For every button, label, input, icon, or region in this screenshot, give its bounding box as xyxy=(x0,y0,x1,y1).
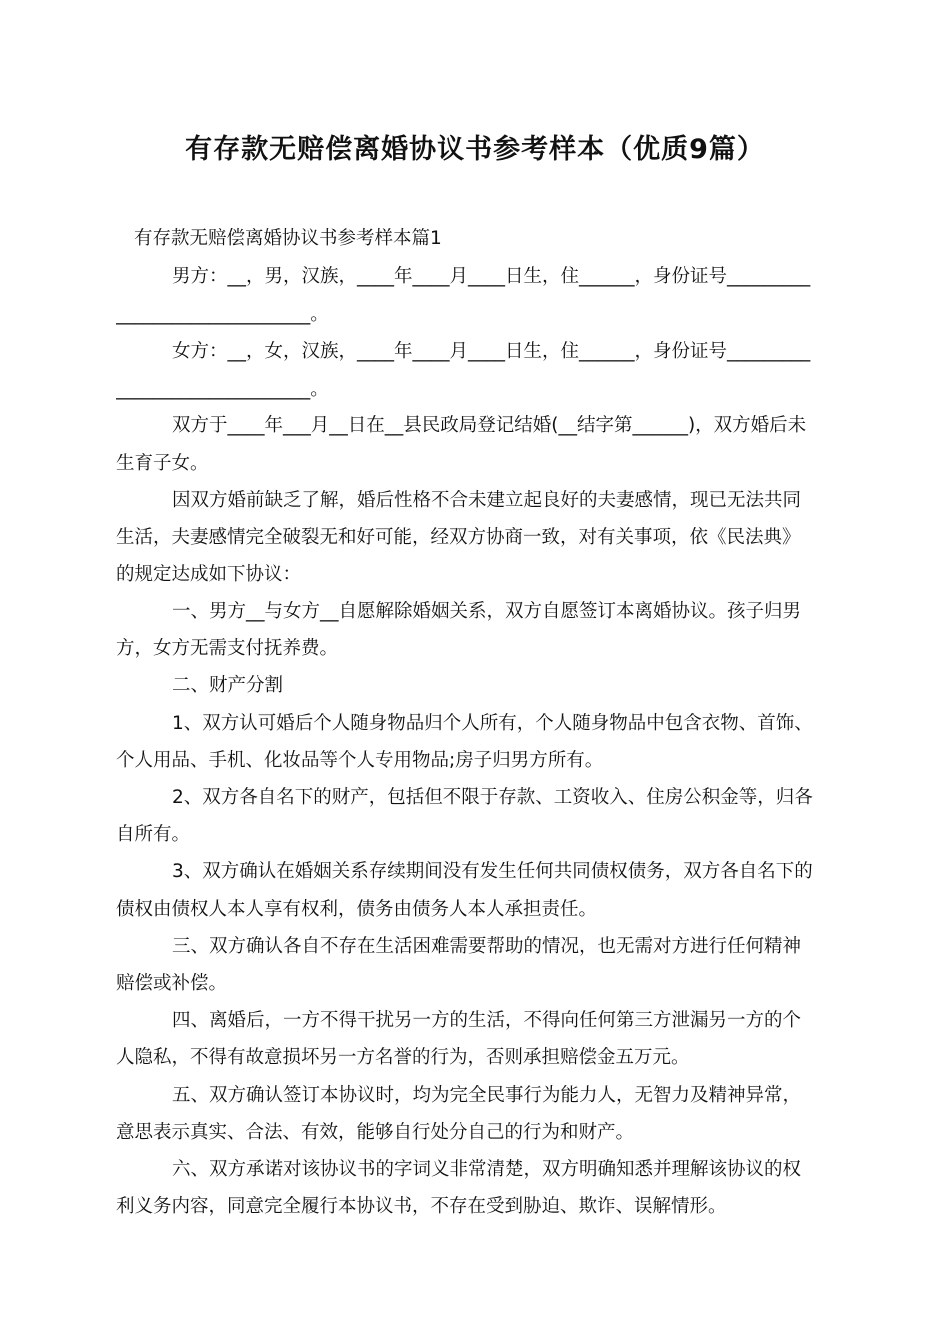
paragraph-line: 自所有。 xyxy=(116,824,191,845)
paragraph-line: 的规定达成如下协议： xyxy=(116,564,302,585)
paragraph-line: 男方：__，男，汉族，____年____月____日生，住______，身份证号_________ xyxy=(172,266,811,287)
paragraph-line: _____________________。 xyxy=(116,304,329,325)
paragraph-line: 女方：__，女，汉族，____年____月____日生，住______，身份证号_________ xyxy=(172,341,811,362)
paragraph-line: 生活，夫妻感情完全破裂无和好可能，经双方协商一致，对有关事项，依《民法典》 xyxy=(116,527,801,548)
paragraph-line: 2、双方各自名下的财产，包括但不限于存款、工资收入、住房公积金等，归各 xyxy=(172,787,813,808)
paragraph-line: 二、财产分割 xyxy=(172,675,284,696)
paragraph-line: 利义务内容，同意完全履行本协议书，不存在受到胁迫、欺诈、误解情形。 xyxy=(116,1196,727,1217)
paragraph-line: 意思表示真实、合法、有效，能够自行处分自己的行为和财产。 xyxy=(116,1122,635,1143)
paragraph-line: 1、双方认可婚后个人随身物品归个人所有，个人随身物品中包含衣物、首饰、 xyxy=(172,713,813,734)
paragraph-line: _____________________。 xyxy=(116,379,329,400)
paragraph-line: 因双方婚前缺乏了解，婚后性格不合未建立起良好的夫妻感情，现已无法共同 xyxy=(172,490,802,511)
document-title: 有存款无赔偿离婚协议书参考样本（优质9篇） xyxy=(185,134,765,165)
paragraph-line: 一、男方__与女方__自愿解除婚姻关系，双方自愿签订本离婚协议。孩子归男 xyxy=(172,601,802,622)
paragraph-line: 五、双方确认签订本协议时，均为完全民事行为能力人，无智力及精神异常， xyxy=(172,1085,802,1106)
paragraph-line: 赔偿或补偿。 xyxy=(116,973,228,994)
paragraph-line: 双方于____年___月__日在__县民政局登记结婚(__结字第______)，双方婚后未 xyxy=(172,415,807,436)
paragraph-line: 3、双方确认在婚姻关系存续期间没有发生任何共同债权债务，双方各自名下的 xyxy=(172,861,813,882)
paragraph-line: 四、离婚后，一方不得干扰另一方的生活，不得向任何第三方泄漏另一方的个 xyxy=(172,1010,802,1031)
paragraph-line: 人隐私，不得有故意损坏另一方名誉的行为，否则承担赔偿金五万元。 xyxy=(116,1047,690,1068)
paragraph-line: 生育子女。 xyxy=(116,453,209,474)
paragraph-line: 债权由债权人本人享有权利，债务由债务人本人承担责任。 xyxy=(116,899,598,920)
paragraph-line: 个人用品、手机、化妆品等个人专用物品;房子归男方所有。 xyxy=(116,750,604,771)
paragraph-line: 六、双方承诺对该协议书的字词义非常清楚，双方明确知悉并理解该协议的权 xyxy=(172,1159,802,1180)
paragraph-line: 方，女方无需支付抚养费。 xyxy=(116,638,339,659)
section-heading: 有存款无赔偿离婚协议书参考样本篇1 xyxy=(134,228,442,249)
paragraph-line: 三、双方确认各自不存在生活困难需要帮助的情况，也无需对方进行任何精神 xyxy=(172,936,802,957)
